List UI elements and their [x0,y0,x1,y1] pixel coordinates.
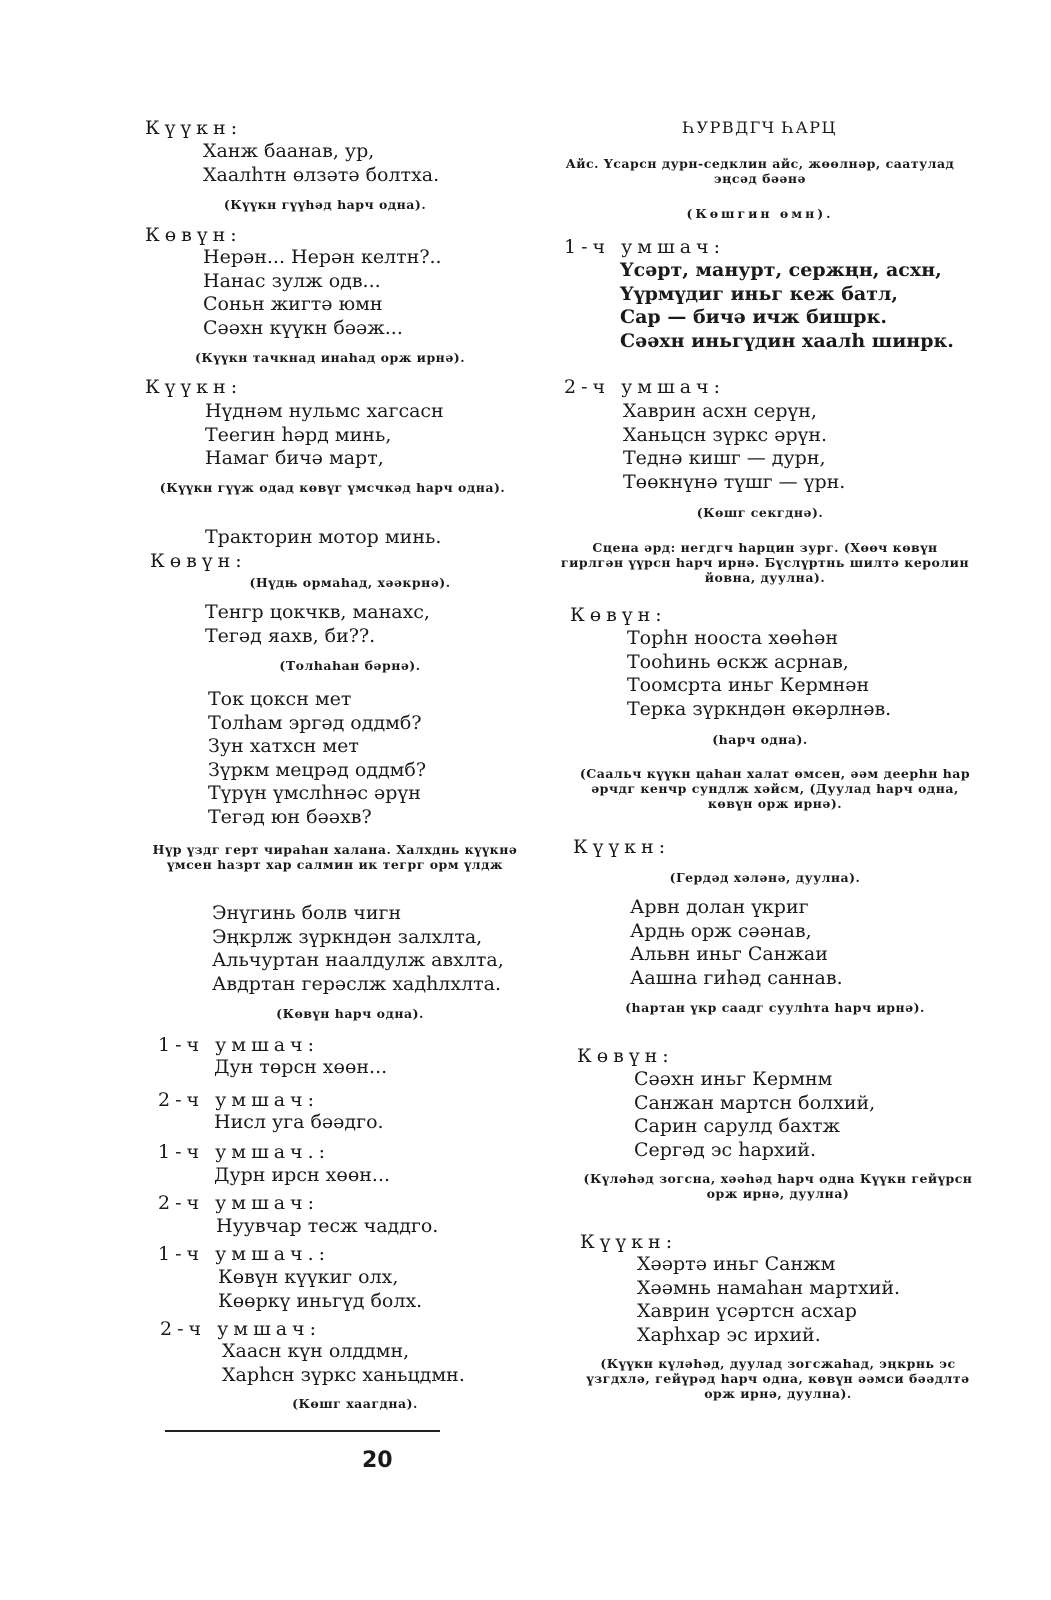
speaker-name: Күүкн: [145,117,243,139]
verse-line: Теднә кишг — дурн, [623,447,826,469]
verse-line: Торһн нооста хөөһән [627,627,839,649]
verse-line: Төөкнүнә түшг — үрн. [623,470,846,493]
verse-block [637,1253,900,1347]
stage-direction: (Көвүн һарч одна). [276,1006,424,1021]
verse-block [630,896,843,990]
verse-line: Көвүн күүкиг олх, [218,1266,399,1288]
verse-line: Ханж баанав, ур, [203,140,375,162]
speaker-name: 1-ч умшач: [158,1034,320,1056]
verse-line: Теегин һәрд минь, [205,423,392,446]
verse-line: Хаалһтн өлзәтә болтха. [203,163,440,186]
verse-line: Ток цоксн мет [208,688,352,710]
verse-block [203,140,439,187]
verse-block [205,400,444,471]
stage-direction: (һартан үкр саадг суулһта һарч ирнә). [625,1000,925,1015]
speaker-name: 2-ч умшач: [564,376,726,398]
verse-line: Тегәд юн бәәхв? [208,805,372,828]
speaker-name: 1-ч умшач.: [158,1243,331,1265]
stage-direction: (һарч одна). [712,732,808,747]
verse-line: Намаг бичә март, [205,447,384,469]
verse-line: Хәәртә иньг Санжм [637,1253,836,1275]
stage-direction: (Көшг хаагдна). [292,1396,418,1411]
stage-direction: (Күүкн гүүж одад көвүг үмсчкәд һарч одна). [159,480,506,495]
speaker-name: Көвүн: [145,224,242,246]
verse-block [222,1340,465,1387]
verse-line: Хәәмнь намаһан мартхий. [637,1276,901,1299]
verse-line: Ардњ орж сәәнав, [630,919,812,942]
speaker-name: Көвүн: [150,550,247,572]
verse-line: Альвн иньг Санжаи [630,943,828,965]
stage-direction: (Күүкн күләһәд, дуулад зогсжаһад, эңкрнь эс үзгдхлә, гейүрәд һарч одна, көвүн әәмси бәәдлтә орж ирнә, дуулна). [586,1356,970,1401]
verse-line: Дун төрсн хөөн... [214,1056,388,1078]
verse-block [203,246,442,340]
verse-block [634,1068,875,1162]
verse-block [205,526,441,550]
verse-line: Сәәхн күүкн бәәж... [203,316,403,339]
speaker-name: 2-ч умшач: [160,1318,322,1340]
verse-line: Тоомсрта иньг Кермнән [627,674,870,696]
verse-line: Хаврин үсәртсн асхар [637,1300,857,1322]
verse-line: Нүднәм нульмс хагсасн [205,400,444,422]
verse-block [205,601,430,648]
verse-line: Тегәд яахв, би??. [205,624,376,647]
stage-direction: (Гердәд хәләнә, дуулна). [669,870,861,885]
verse-line: Энүгинь болв чигн [212,902,402,924]
verse-line: Тооһинь өскж асрнав, [627,650,849,673]
verse-line: Тракторин мотор минь. [205,526,442,548]
speaker-name: Күүкн: [145,376,243,398]
stage-direction: Айс. Үсарсн дурн-седклин айс, жөөлнәр, саатулад эңсәд бәәнә [565,156,955,186]
verse-line: Сәәхн иньг Кермнм [634,1068,833,1090]
verse-block [623,400,845,494]
verse-block [212,902,504,996]
verse-block [218,1266,422,1313]
verse-line: Үүрмүдиг иньг кеж батл, [620,282,898,305]
stage-direction: (Көшг секгднә). [696,505,824,520]
speaker-name: Күүкн: [573,836,671,858]
verse-line: Соньн жигтә юмн [203,293,383,315]
speaker-name: Көвүн: [577,1045,674,1067]
verse-line: Үсәрт, манурт, сержңн, асхн, [620,259,942,281]
verse-line: Сар — бичә ичж бишрк. [620,306,887,328]
verse-block [620,259,954,353]
verse-line: Сәәхн иньгүдин хаалһ шинрк. [620,329,954,352]
stage-direction: Сцена әрд: негдгч һарцин зург. (Хөөч көвүн гирлгән үүрсн һарч ирнә. Бүслүртнь шилтә керолин йовна, дуулна). [560,540,970,585]
verse-line: Толһам эргәд оддмб? [208,711,422,734]
verse-line: Арвн долан үкриг [630,896,809,918]
footer-rule [165,1430,440,1432]
speaker-name: 1-ч умшач: [564,236,726,258]
verse-line: Авдртан герәслж хадһлхлта. [212,972,502,995]
stage-direction: (Нүдњ ормаһад, хәәкрнә). [249,575,451,590]
stage-direction: (Көшгин өмн). [686,206,834,221]
verse-line: Сарин сарулд бахтж [634,1115,840,1137]
speaker-name: 1-ч умшач.: [158,1141,331,1163]
verse-line: Дурн ирсн хөөн... [214,1164,391,1186]
verse-line: Харһхар эс ирхий. [637,1323,821,1346]
verse-line: Нерән... Нерән келтн?.. [203,246,442,268]
verse-line: Нисл уга бәәдго. [214,1111,384,1133]
speaker-name: Көвүн: [570,604,667,626]
verse-line: Көөркү иньгүд болх. [218,1289,423,1312]
verse-block [208,688,426,829]
section-title: ҺУРВДГЧ ҺАРЦ [683,118,837,137]
stage-direction: (Саальч күүкн цаһан халат өмсен, әәм деерһн һар әрчдг кенчр сундлж хәйсм, (Дуулад һарч одна, көвүн орж ирнә). [579,766,971,811]
verse-line: Эңкрлж зүркндән залхлта, [212,925,483,948]
verse-line: Хаврин асхн серүн, [623,400,817,422]
verse-line: Зүркм мецрәд оддмб? [208,758,427,781]
verse-line: Нуувчар тесж чаддго. [216,1215,439,1237]
verse-line: Нанас зулж одв... [203,269,381,292]
speaker-name: Күүкн: [580,1231,678,1253]
speaker-name: 2-ч умшач: [158,1089,320,1111]
page-number: 20 [362,1448,393,1473]
stage-direction: (Күүкн гүүһәд һарч одна). [223,197,427,212]
verse-line: Санжан мартсн болхий, [634,1091,876,1114]
speaker-name: 2-ч умшач: [158,1192,320,1214]
verse-line: Альчуртан наалдулж авхлта, [212,949,504,971]
stage-direction: Нүр үздг герт чираһан халана. Халхднь күүкнә үмсен һазрт хар салмин ик тегрг орм үлдж [152,842,518,872]
verse-line: Зун хатхсн мет [208,735,359,757]
verse-line: Түрүн үмслһнәс әрүн [208,782,421,804]
stage-direction: (Толһаһан бәрнә). [279,658,421,673]
verse-line: Сергәд эс һархий. [634,1138,817,1161]
stage-direction: (Күүкн тачкнад инаһад орж ирнә). [194,350,466,365]
verse-line: Ханьцсн зүркс әрүн. [623,423,828,446]
verse-line: Тенгр цокчкв, манахс, [205,601,430,623]
stage-direction: (Күләһәд зогсна, хәәһәд һарч одна Күүкн гейүрсн орж ирнә, дуулна) [583,1171,973,1201]
verse-line: Аашна гиһәд саннав. [630,966,843,989]
verse-line: Терка зүркндән өкәрлнәв. [627,697,892,720]
verse-line: Харһсн зүркс ханьцдмн. [222,1363,465,1386]
verse-block [627,627,891,721]
verse-line: Хаасн күн олддмн, [222,1340,410,1362]
